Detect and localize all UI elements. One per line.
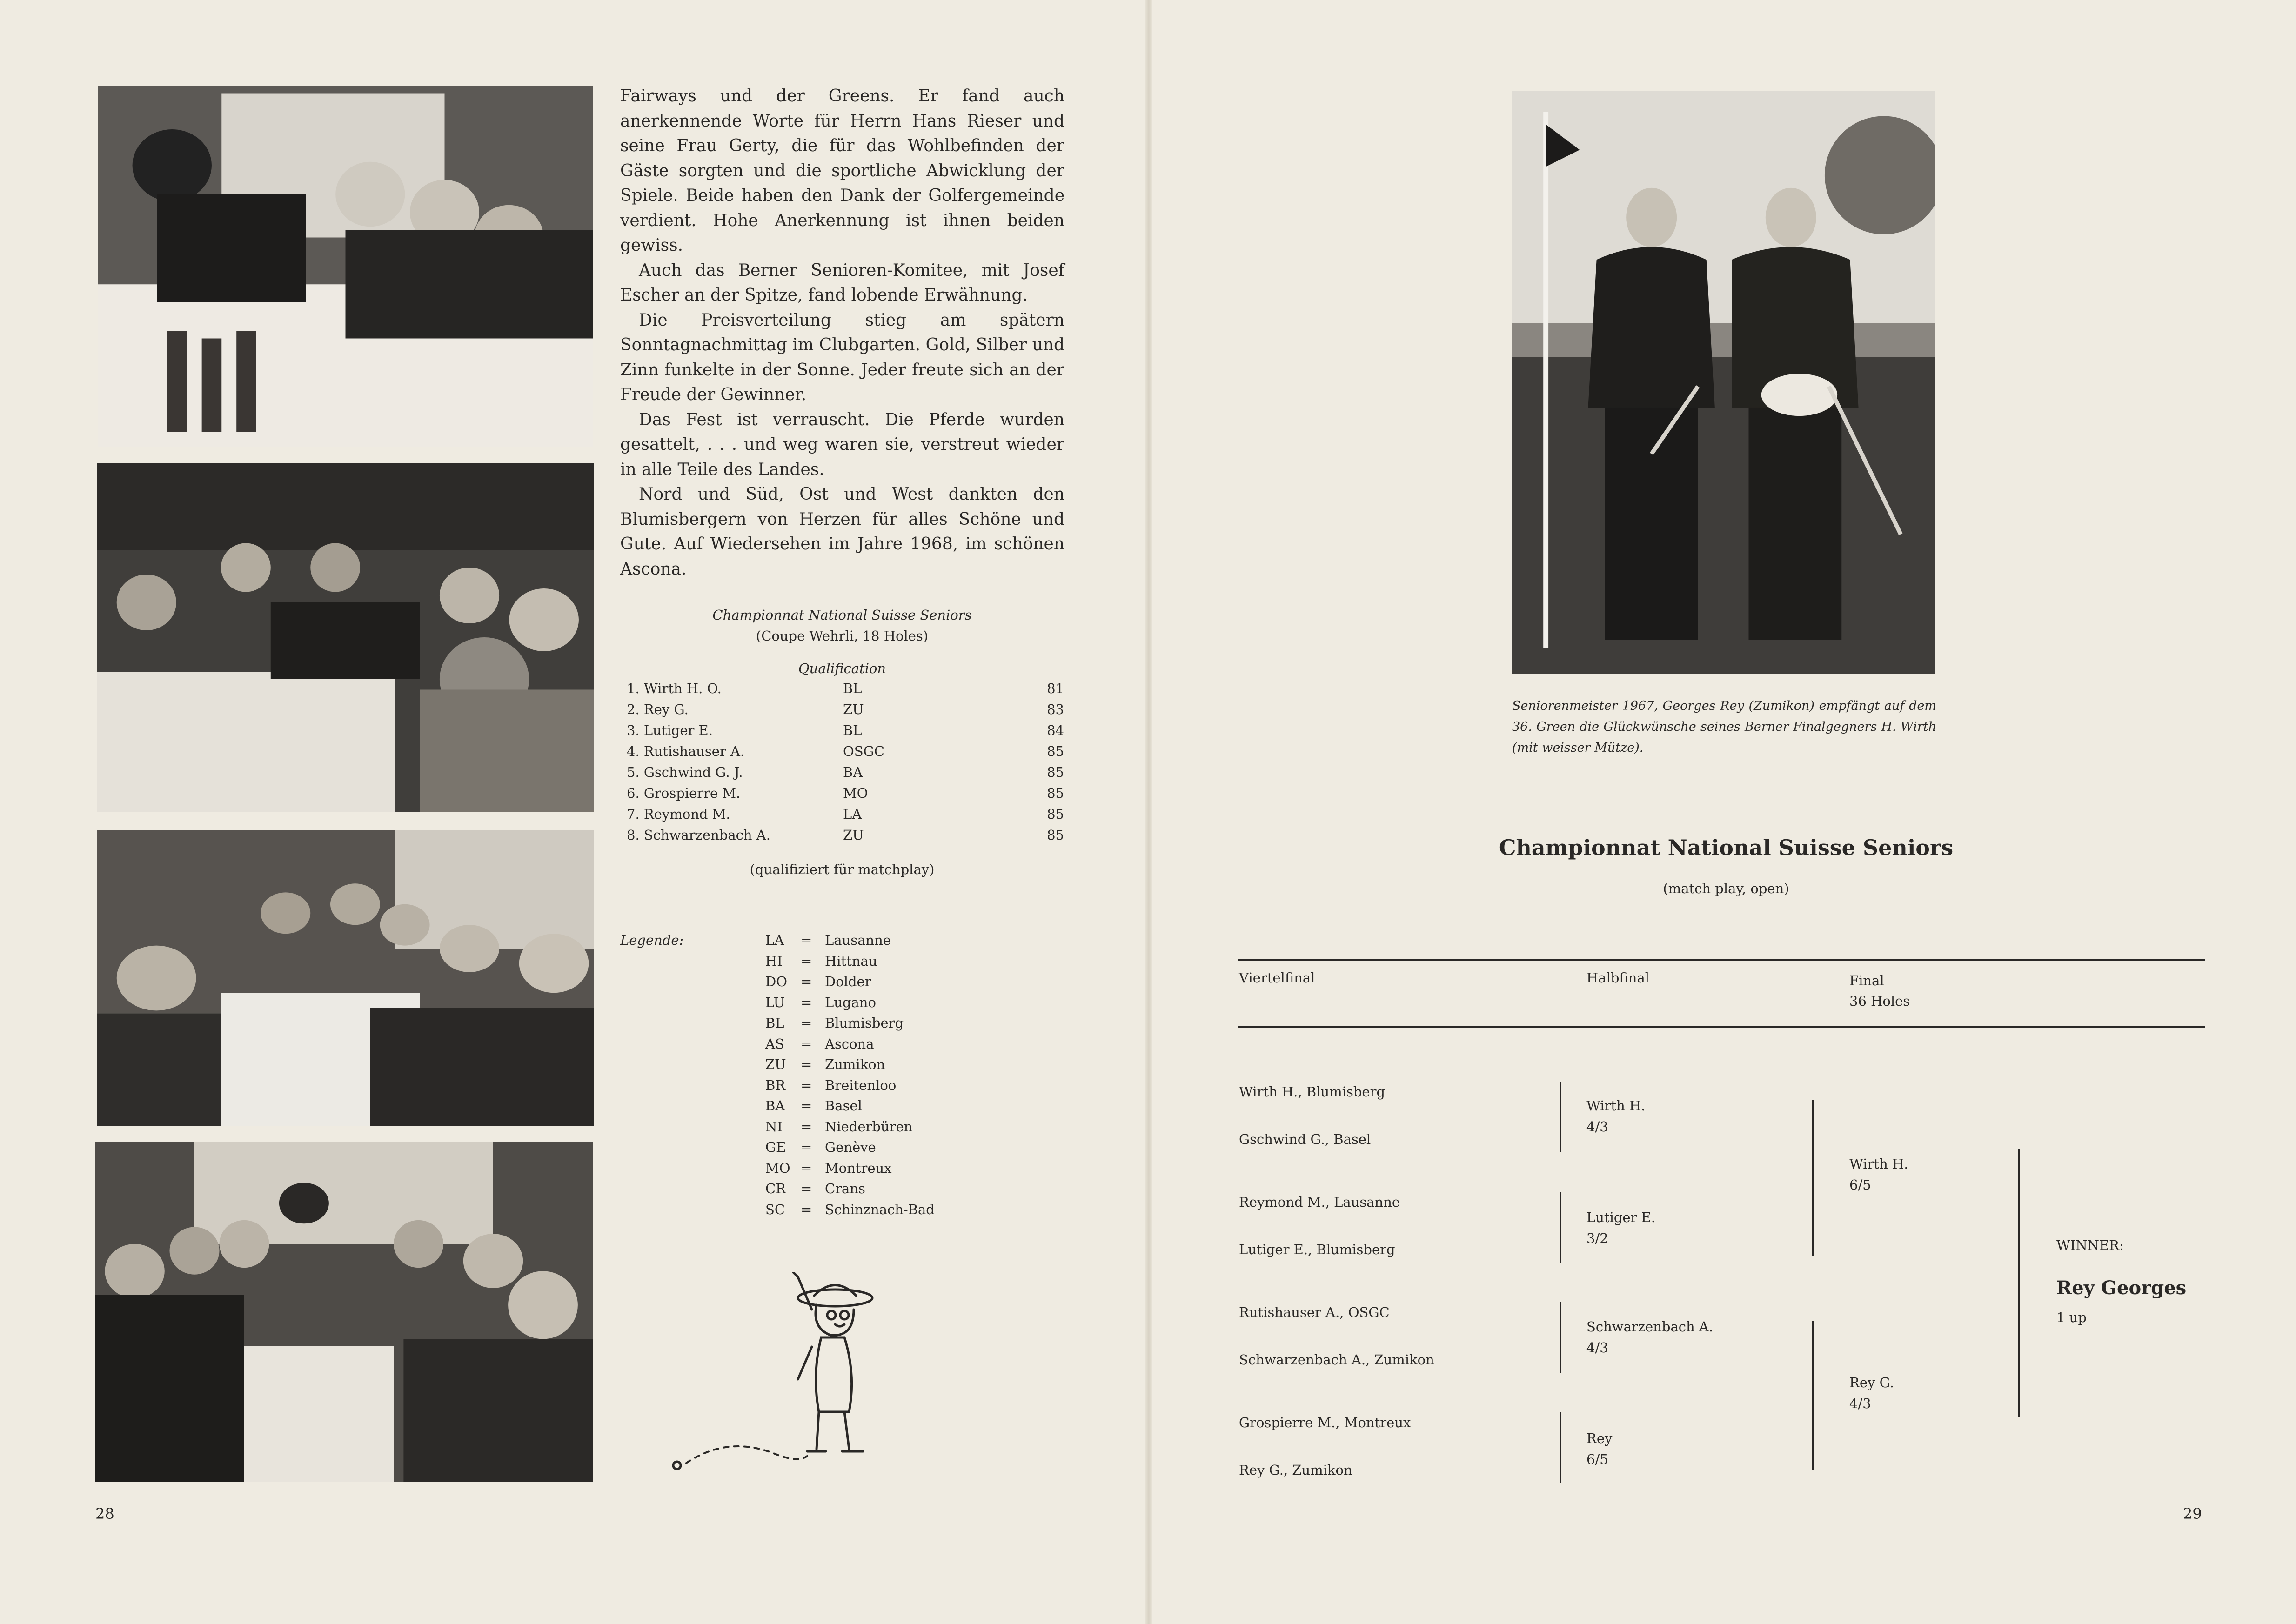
list-item: [765, 932, 961, 953]
header-rule-bottom: [1238, 1026, 2205, 1028]
legend-name: Niederbüren: [825, 1118, 913, 1135]
legend-code: GE: [765, 1139, 786, 1155]
bracket-connector: [1560, 1412, 1561, 1483]
qualification-title: Championnat National Suisse Seniors: [712, 607, 972, 623]
legend-code: CR: [765, 1181, 786, 1196]
table-row: [627, 743, 1064, 764]
book-gutter: [1145, 0, 1152, 1624]
bracket-connector: [1812, 1100, 1814, 1256]
bracket-connector: [1560, 1192, 1561, 1263]
legend-name: Schinznach-Bad: [825, 1201, 935, 1217]
legend-equals: =: [801, 1160, 812, 1176]
bracket-connector: [1560, 1302, 1561, 1373]
list-item: [765, 1181, 961, 1202]
score: 85: [1047, 764, 1064, 780]
paragraph: Die Preisverteilung stieg am spätern Sonntagnachmittag im Clubgarten. Gold, Silber und Zinn funkelte in der Sonne. Jeder freute sich an der Freude der Gewinner.: [620, 310, 1064, 404]
player-name: 8. Schwarzenbach A.: [627, 827, 770, 843]
player-name: 3. Lutiger E.: [627, 722, 713, 738]
page-number-right: 29: [2183, 1505, 2202, 1523]
paragraph: Auch das Berner Senioren-Komitee, mit Josef Escher an der Spitze, fand lobende Erwähnung.: [620, 261, 1064, 305]
legend-code: ZU: [765, 1056, 786, 1072]
club-code: MO: [843, 785, 868, 801]
article-text: [620, 84, 1064, 581]
list-item: [765, 974, 961, 995]
legend-equals: =: [801, 1181, 812, 1196]
legend-equals: =: [801, 932, 812, 948]
column-header-quarterfinal: Viertelfinal: [1239, 970, 1315, 986]
semifinal-winner: Schwarzenbach A.: [1586, 1319, 1714, 1335]
winner-label: WINNER:: [2056, 1237, 2124, 1253]
legend-equals: =: [801, 1036, 812, 1052]
table-row: [627, 681, 1064, 702]
quarterfinal-player: Grospierre M., Montreux: [1239, 1415, 1411, 1430]
quarterfinal-player: Schwarzenbach A., Zumikon: [1239, 1352, 1434, 1368]
winner-name: Rey Georges: [2056, 1277, 2187, 1299]
score: 85: [1047, 827, 1064, 843]
legend-list: [765, 932, 961, 1230]
legend-equals: =: [801, 974, 812, 989]
column-header-final-sub: 36 Holes: [1849, 993, 1910, 1009]
semifinal-winner: Rey: [1586, 1430, 1613, 1446]
bracket-title: Championnat National Suisse Seniors: [1499, 835, 1954, 860]
legend-code: NI: [765, 1118, 783, 1135]
column-header-semifinal: Halbfinal: [1586, 970, 1650, 986]
qualification-note: (qualifiziert für matchplay): [750, 862, 935, 877]
score: 85: [1047, 785, 1064, 801]
semifinal-score: 6/5: [1586, 1451, 1608, 1467]
list-item: [765, 1202, 961, 1223]
legend-code: LA: [765, 932, 784, 948]
player-name: 5. Gschwind G. J.: [627, 764, 743, 780]
player-name: 7. Reymond M.: [627, 806, 730, 822]
banquet-photo-3: [97, 830, 594, 1126]
table-row: [627, 722, 1064, 743]
bracket-subtitle: (match play, open): [1663, 881, 1789, 896]
legend-code: SC: [765, 1201, 785, 1217]
legend-label: Legende:: [620, 932, 684, 948]
legend-code: HI: [765, 953, 783, 969]
column-header-final: Final: [1849, 973, 1884, 989]
qualification-subtitle: (Coupe Wehrli, 18 Holes): [756, 628, 929, 644]
legend-name: Ascona: [825, 1036, 874, 1052]
list-item: [765, 1036, 961, 1057]
legend-name: Genève: [825, 1139, 876, 1155]
final-winner: Wirth H.: [1849, 1156, 1908, 1172]
final-score: 4/3: [1849, 1396, 1871, 1411]
player-name: 6. Grospierre M.: [627, 785, 741, 801]
list-item: [765, 1056, 961, 1077]
quarterfinal-player: Gschwind G., Basel: [1239, 1131, 1371, 1147]
list-item: [765, 1139, 961, 1160]
legend-equals: =: [801, 1015, 812, 1031]
legend-name: Blumisberg: [825, 1015, 904, 1031]
club-code: BL: [843, 722, 862, 738]
score: 84: [1047, 722, 1064, 738]
list-item: [765, 1119, 961, 1140]
bracket-connector: [1812, 1321, 1814, 1470]
legend-name: Hittnau: [825, 953, 877, 969]
legend-name: Crans: [825, 1181, 865, 1196]
page-number-left: 28: [95, 1505, 114, 1523]
list-item: [765, 1160, 961, 1181]
winner-score: 1 up: [2056, 1310, 2087, 1325]
photo-caption: Seniorenmeister 1967, Georges Rey (Zumikon) empfängt auf dem 36. Green die Glückwünsche seines Berner Finalgegners H. Wirth (mit weisser Mütze).: [1512, 699, 1936, 755]
club-code: OSGC: [843, 743, 884, 759]
club-code: BL: [843, 681, 862, 696]
list-item: [765, 953, 961, 974]
quarterfinal-player: Rutishauser A., OSGC: [1239, 1304, 1390, 1320]
handshake-photo: [1512, 91, 1935, 674]
quarterfinal-player: Reymond M., Lausanne: [1239, 1194, 1400, 1210]
score: 85: [1047, 743, 1064, 759]
list-item: [765, 995, 961, 1016]
banquet-photo-4: [95, 1142, 593, 1482]
club-code: ZU: [843, 827, 864, 843]
legend-name: Montreux: [825, 1160, 892, 1176]
legend-code: LU: [765, 994, 785, 1010]
qualification-heading: Qualification: [798, 661, 886, 676]
list-item: [765, 1098, 961, 1119]
legend-equals: =: [801, 1056, 812, 1072]
semifinal-winner: Lutiger E.: [1586, 1210, 1656, 1225]
golfer-cartoon-illustration: [658, 1272, 910, 1482]
banquet-photo-1: [98, 86, 593, 447]
list-item: [765, 1015, 961, 1036]
semifinal-score: 4/3: [1586, 1119, 1608, 1135]
legend-code: BR: [765, 1077, 786, 1093]
legend-code: AS: [765, 1036, 784, 1052]
quarterfinal-player: Rey G., Zumikon: [1239, 1462, 1352, 1478]
table-row: [627, 827, 1064, 848]
legend-equals: =: [801, 1077, 812, 1093]
bracket-connector: [1560, 1082, 1561, 1152]
semifinal-winner: Wirth H.: [1586, 1098, 1646, 1114]
quarterfinal-player: Wirth H., Blumisberg: [1239, 1084, 1386, 1100]
legend-name: Dolder: [825, 974, 871, 989]
club-code: ZU: [843, 702, 864, 717]
legend-equals: =: [801, 953, 812, 969]
legend-code: DO: [765, 974, 788, 989]
legend-name: Lugano: [825, 994, 876, 1010]
score: 85: [1047, 806, 1064, 822]
player-name: 1. Wirth H. O.: [627, 681, 722, 696]
paragraph: Fairways und der Greens. Er fand auch anerkennende Worte für Herrn Hans Rieser und seine Frau Gerty, die für das Wohlbefinden der Gäste sorgten und die sportliche Abwicklung der Spiele. Beide haben den Dank der Golfergemeinde verdient. Hohe Anerkennung ist ihnen beiden gewiss.: [620, 87, 1064, 255]
legend-equals: =: [801, 1201, 812, 1217]
bracket-connector: [2018, 1149, 2020, 1417]
quarterfinal-player: Lutiger E., Blumisberg: [1239, 1242, 1395, 1257]
table-row: [627, 764, 1064, 785]
legend-name: Lausanne: [825, 932, 891, 948]
table-row: [627, 702, 1064, 722]
final-winner: Rey G.: [1849, 1375, 1894, 1390]
club-code: BA: [843, 764, 863, 780]
legend-equals: =: [801, 994, 812, 1010]
paragraph: Das Fest ist verrauscht. Die Pferde wurden gesattelt, . . . und weg waren sie, verstreut wieder in alle Teile des Landes.: [620, 410, 1064, 479]
table-row: [627, 806, 1064, 827]
list-item: [765, 1077, 961, 1098]
legend-equals: =: [801, 1118, 812, 1135]
legend-equals: =: [801, 1139, 812, 1155]
legend-code: BL: [765, 1015, 784, 1031]
club-code: LA: [843, 806, 862, 822]
semifinal-score: 4/3: [1586, 1340, 1608, 1356]
player-name: 4. Rutishauser A.: [627, 743, 745, 759]
player-name: 2. Rey G.: [627, 702, 689, 717]
legend-equals: =: [801, 1098, 812, 1114]
table-row: [627, 785, 1064, 806]
semifinal-score: 3/2: [1586, 1230, 1608, 1246]
final-score: 6/5: [1849, 1177, 1871, 1193]
paragraph: Nord und Süd, Ost und West dankten den Blumisbergern von Herzen für alles Schöne und Gute. Auf Wiedersehen im Jahre 1968, im schönen Ascona.: [620, 485, 1064, 579]
legend-code: BA: [765, 1098, 785, 1114]
header-rule-top: [1238, 959, 2205, 961]
qualification-table: [627, 681, 1064, 853]
banquet-photo-2: [97, 463, 594, 812]
legend-name: Zumikon: [825, 1056, 885, 1072]
score: 81: [1047, 681, 1064, 696]
score: 83: [1047, 702, 1064, 717]
legend-name: Basel: [825, 1098, 862, 1114]
legend-name: Breitenloo: [825, 1077, 897, 1093]
legend-code: MO: [765, 1160, 790, 1176]
